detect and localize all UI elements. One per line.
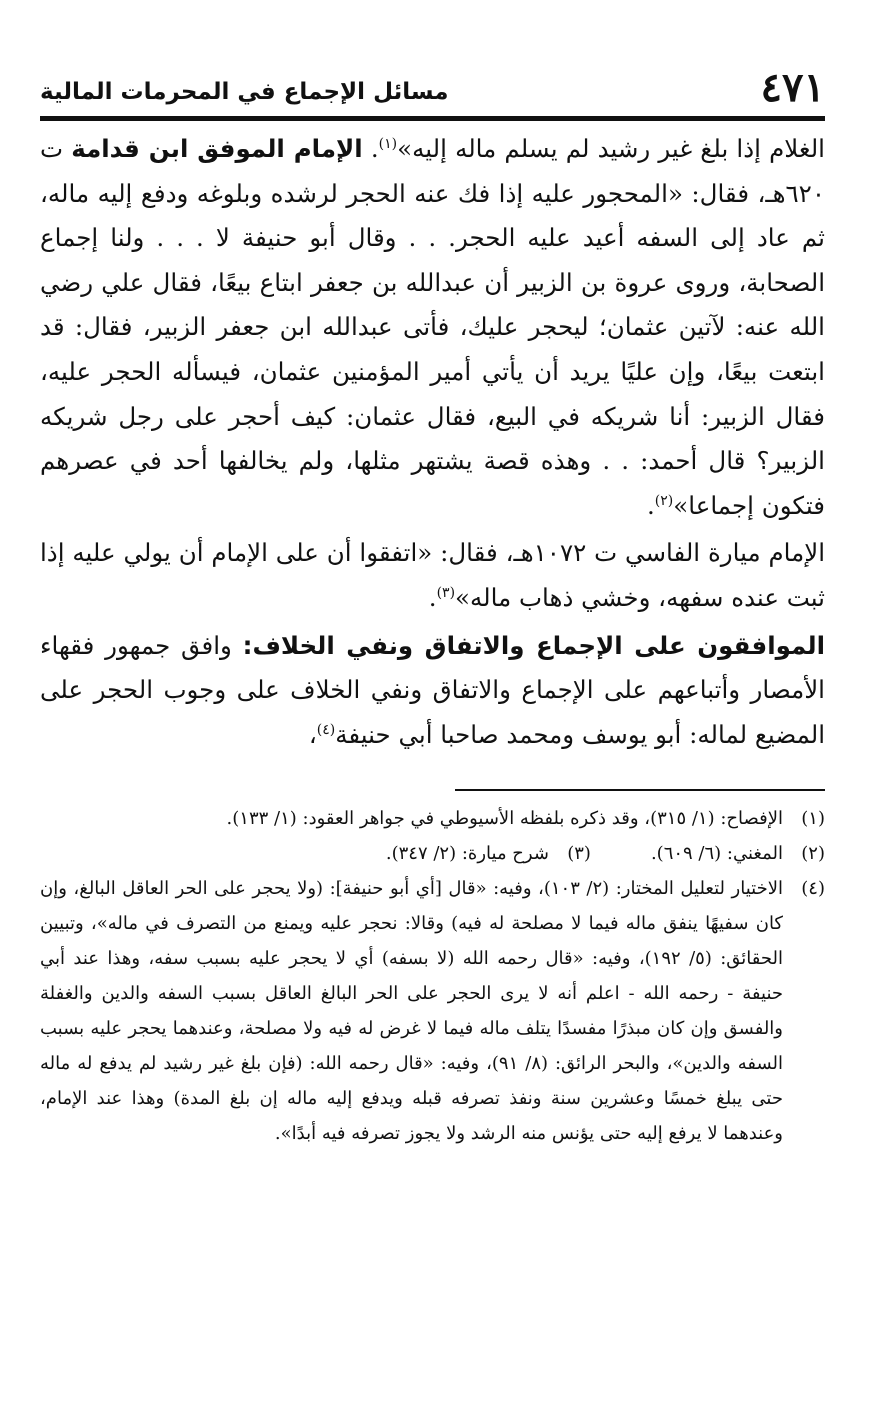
footnote-number: (٢) bbox=[801, 843, 825, 865]
footnote-ref-2: (٢) bbox=[654, 492, 674, 509]
footnote-1 bbox=[40, 801, 825, 836]
section-heading: الموافقون على الإجماع والاتفاق ونفي الخلاف: bbox=[242, 630, 825, 660]
footnote-number: (١) bbox=[801, 808, 825, 830]
footnote-ref-3: (٣) bbox=[436, 584, 456, 601]
footnote-separator bbox=[455, 789, 825, 791]
footnote-2 bbox=[651, 836, 825, 871]
book-page bbox=[40, 60, 825, 1390]
scholar-name: الإمام الموفق ابن قدامة bbox=[71, 134, 363, 163]
paragraph-text: الغلام إذا بلغ غير رشيد لم يسلم ماله إليه» bbox=[397, 134, 825, 163]
footnote-number: (٣) bbox=[567, 843, 591, 865]
book-title: مسائل الإجماع في المحرمات المالية bbox=[40, 79, 449, 105]
footnote-text: الاختيار لتعليل المختار: (٢/ ١٠٣)، وفيه: «قال [أي أبو حنيفة]: (ولا يحجر على الحر العاقل البالغ، وإن كان سفيهًا ينفق ماله فيما لا مصلحة له فيه) وقالا: نحجر عليه ويمنع من التصرف في ماله»، وتبيين الحقائق: (٥/ ١٩٢)، وفيه: «قال رحمه الله (لا بسفه) أي لا يحجر عليه بسبب سفه، وهذا عند أبي حنيفة - رحمه الله - اعلم أنه لا يرى الحجر على الحر البالغ العاقل بسبب السفه والدين والغفلة والفسق وإن كان مبذرًا مفسدًا يتلف ماله فيما لا غرض له فيه ولا مصلحة، وعندهما يحجر عليه بسبب السفه والدين»، والبحر الرائق: (٨/ ٩١)، وفيه: «قال رحمه الله: (فإن بلغ غير رشيد لم يدفع له ماله حتى يبلغ خمسًا وعشرين سنة ونفذ تصرفه قبله ويدفع إليه ماله إن بلغ المدة) وهذا عند الإمام، وعندهما لا يرفع إليه حتى يؤنس منه الرشد ولا يجوز تصرفه فيه أبدًا». bbox=[40, 878, 783, 1145]
footnote-ref-1: (١) bbox=[378, 135, 398, 152]
running-header bbox=[40, 60, 825, 116]
paragraph-text: ت ٦٢٠هـ، فقال: «المحجور عليه إذا فك عنه الحجر لرشده وبلوغه ودفع إليه ماله، ثم عاد إلى السفه أعيد عليه الحجر. . . وقال أبو حنيفة لا . . . ولنا إجماع الصحابة، وروى عروة بن الزبير أن عبدالله بن جعفر ابتاع بيعًا، فقال علي رضي الله عنه: لآتين عثمان؛ ليحجر عليك، فأتى عبدالله ابن جعفر الزبير، فقال: قد ابتعت بيعًا، وإن عليًا يريد أن يأتي أمير المؤمنين عثمان، فيسأله الحجر عليه، فقال الزبير: أنا شريكه في البيع، فقال عثمان: كيف أحجر على رجل شريكه الزبير؟ قال أحمد: . . وهذه قصة يشتهر مثلها، ولم يخالفها أحد في عصرهم فتكون إجماعا» bbox=[40, 134, 825, 520]
header-rule bbox=[40, 116, 825, 121]
footnote-number: (٤) bbox=[801, 878, 825, 900]
paragraph-text: ، bbox=[308, 719, 317, 749]
paragraph-text: . bbox=[647, 490, 655, 520]
footnote-text: شرح ميارة: (٢/ ٣٤٧). bbox=[385, 843, 549, 865]
footnote-text: الإفصاح: (١/ ٣١٥)، وقد ذكره بلفظه الأسيوطي في جواهر العقود: (١/ ١٣٣). bbox=[226, 808, 783, 830]
page-number: ٤٧١ bbox=[760, 64, 825, 111]
footnotes bbox=[40, 801, 825, 1151]
footnote-ref-4: (٤) bbox=[316, 721, 336, 738]
footnote-text: المغني: (٦/ ٦٠٩). bbox=[650, 843, 783, 865]
footnote-3 bbox=[386, 836, 591, 871]
paragraph-text: . bbox=[428, 582, 437, 612]
paragraph-ibn-qudama bbox=[40, 127, 825, 528]
paragraph-text: وافق جمهور فقهاء الأمصار وأتباعهم على الإجماع والاتفاق ونفي الخلاف على وجوب الحجر على المضيع لماله: أبو يوسف ومحمد صاحبا أبي حنيفة bbox=[40, 630, 825, 749]
paragraph-text: . bbox=[362, 134, 379, 163]
paragraph-agreeing-scholars bbox=[40, 624, 825, 758]
footnote-4 bbox=[40, 871, 825, 1151]
footnote-row bbox=[40, 836, 825, 871]
paragraph-mayyara bbox=[40, 531, 825, 620]
paragraph-text: الإمام ميارة الفاسي ت ١٠٧٢هـ، فقال: «اتفقوا أن على الإمام أن يولي عليه إذا ثبت عنده سفهه، وخشي ذهاب ماله» bbox=[40, 538, 826, 612]
